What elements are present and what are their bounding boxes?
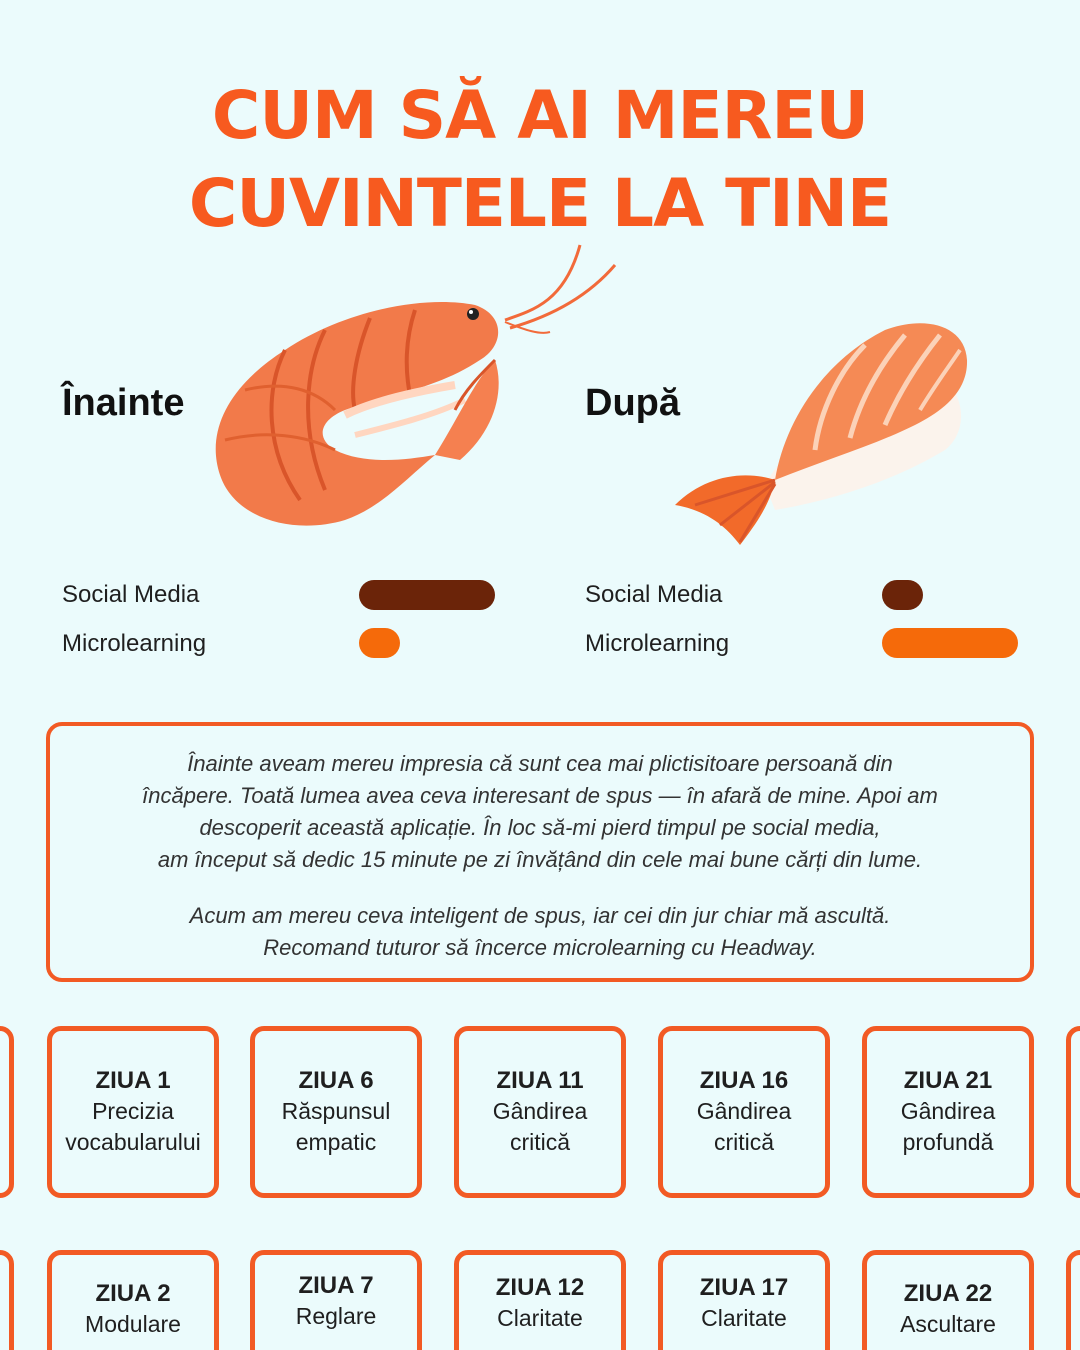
day-number: ZIUA 21	[903, 1067, 993, 1094]
day-number: ZIUA 16	[699, 1067, 789, 1094]
after-label: După	[585, 382, 680, 424]
day-topic: Reglare	[295, 1303, 377, 1329]
before-metric-social-media: Social Media	[62, 581, 200, 608]
testimonial-line: încăpere. Toată lumea avea ceva interesant de spus — în afară de mine. Apoi am	[142, 783, 938, 808]
day-card[interactable]	[454, 1026, 626, 1198]
day-card[interactable]	[47, 1250, 219, 1350]
after-microlearning-bar	[882, 628, 1018, 658]
day-card-partial-right	[1066, 1250, 1080, 1350]
page-title	[0, 72, 1080, 248]
whole-shrimp-icon	[205, 240, 625, 540]
after-metric-social-media: Social Media	[585, 581, 723, 608]
day-card[interactable]	[658, 1026, 830, 1198]
testimonial-line: Înainte aveam mereu impresia că sunt cea mai plictisitoare persoană din	[187, 751, 893, 776]
day-card[interactable]	[47, 1026, 219, 1198]
day-card[interactable]	[658, 1250, 830, 1350]
testimonial-box	[46, 722, 1034, 982]
day-number: ZIUA 1	[95, 1067, 171, 1094]
testimonial-line: Acum am mereu ceva inteligent de spus, iar cei din jur chiar mă ascultă.	[189, 903, 891, 928]
day-topic: Gândirea critică	[492, 1098, 588, 1155]
day-number: ZIUA 17	[699, 1274, 789, 1301]
before-social-media-bar	[359, 580, 495, 610]
day-topic: Claritate	[701, 1305, 787, 1331]
day-number: ZIUA 6	[298, 1067, 374, 1094]
after-social-media-bar	[882, 580, 923, 610]
before-label: Înainte	[62, 382, 185, 424]
testimonial-line: Recomand tuturor să încerce microlearning cu Headway.	[263, 935, 817, 960]
before-microlearning-bar	[359, 628, 400, 658]
day-topic: Răspunsul empatic	[281, 1098, 391, 1155]
day-topic: Ascultare	[900, 1311, 996, 1337]
title-line-1: CUM SĂ AI MEREU	[211, 77, 869, 154]
day-topic: Gândirea profundă	[900, 1098, 996, 1155]
day-number: ZIUA 11	[496, 1067, 584, 1094]
title-line-2: CUVINTELE LA TINE	[188, 165, 892, 242]
day-number: ZIUA 2	[95, 1280, 171, 1307]
testimonial-line: am început să dedic 15 minute pe zi învățând din cele mai bune cărți din lume.	[157, 847, 923, 872]
day-card-partial-right	[1066, 1026, 1080, 1198]
after-metric-microlearning: Microlearning	[585, 630, 730, 657]
testimonial-paragraph-1	[70, 748, 1010, 876]
testimonial-line: descoperit această aplicație. În loc să-mi pierd timpul pe social media,	[199, 815, 881, 840]
day-number: ZIUA 22	[903, 1280, 993, 1307]
day-topic: Modulare	[85, 1311, 181, 1337]
day-card-partial-left	[0, 1250, 14, 1350]
day-topic: Claritate	[497, 1305, 583, 1331]
day-number: ZIUA 7	[298, 1272, 374, 1299]
day-card[interactable]	[862, 1026, 1034, 1198]
day-topic: Gândirea critică	[696, 1098, 792, 1155]
day-card-partial-left	[0, 1026, 14, 1198]
testimonial-paragraph-2	[70, 900, 1010, 964]
day-card[interactable]	[250, 1250, 422, 1350]
day-card[interactable]	[250, 1026, 422, 1198]
before-metric-microlearning: Microlearning	[62, 630, 207, 657]
day-topic: Precizia vocabularului	[65, 1098, 201, 1155]
day-number: ZIUA 12	[495, 1274, 585, 1301]
shrimp-nigiri-icon	[665, 310, 975, 550]
day-card[interactable]	[454, 1250, 626, 1350]
day-card[interactable]	[862, 1250, 1034, 1350]
